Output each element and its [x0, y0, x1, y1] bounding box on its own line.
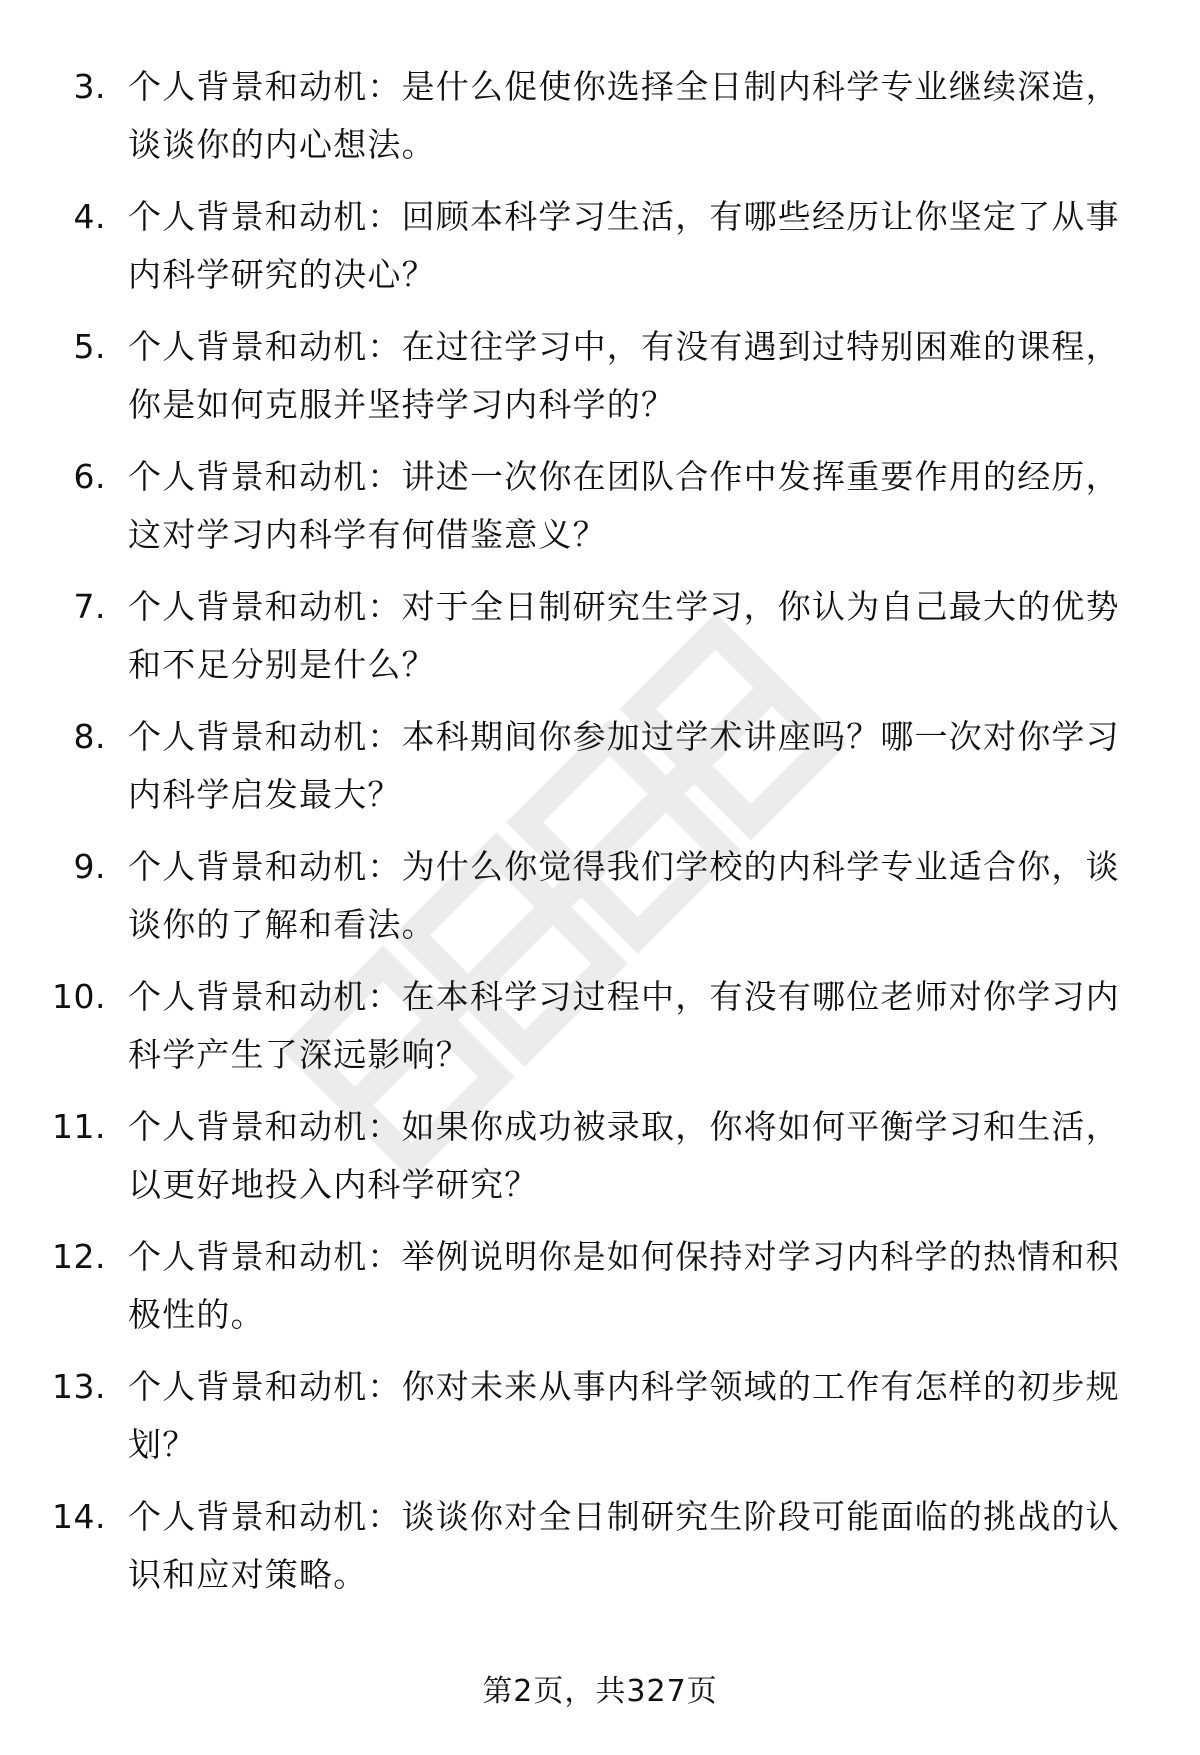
question-item	[0, 58, 1200, 188]
question-text: 个人背景和动机：在本科学习过程中，有没有哪位老师对你学习内科学产生了深远影响？	[128, 977, 1120, 1074]
question-number: 6.	[73, 457, 106, 496]
question-item	[0, 1488, 1200, 1618]
question-number: 11.	[52, 1107, 106, 1146]
question-item	[0, 578, 1200, 708]
question-list	[0, 58, 1200, 1618]
question-text: 个人背景和动机：你对未来从事内科学领域的工作有怎样的初步规划？	[128, 1367, 1120, 1464]
question-item	[0, 838, 1200, 968]
question-number: 14.	[52, 1497, 106, 1536]
question-number: 5.	[73, 327, 106, 366]
question-text: 个人背景和动机：本科期间你参加过学术讲座吗？哪一次对你学习内科学启发最大？	[128, 717, 1120, 814]
question-number: 12.	[52, 1237, 106, 1276]
question-text: 个人背景和动机：如果你成功被录取，你将如何平衡学习和生活，以更好地投入内科学研究？	[128, 1107, 1120, 1204]
question-item	[0, 188, 1200, 318]
question-text: 个人背景和动机：举例说明你是如何保持对学习内科学的热情和积极性的。	[128, 1237, 1120, 1334]
question-number: 3.	[73, 67, 106, 106]
page-footer: 第2页，共327页	[482, 1674, 718, 1709]
question-number: 4.	[73, 197, 106, 236]
question-number: 7.	[73, 587, 106, 626]
question-text: 个人背景和动机：回顾本科学习生活，有哪些经历让你坚定了从事内科学研究的决心？	[128, 197, 1120, 294]
question-number: 10.	[52, 977, 106, 1016]
question-number: 9.	[73, 847, 106, 886]
question-text: 个人背景和动机：谈谈你对全日制研究生阶段可能面临的挑战的认识和应对策略。	[128, 1497, 1120, 1594]
question-item	[0, 1228, 1200, 1358]
question-text: 个人背景和动机：是什么促使你选择全日制内科学专业继续深造，谈谈你的内心想法。	[128, 67, 1120, 164]
question-item	[0, 968, 1200, 1098]
question-item	[0, 1098, 1200, 1228]
question-item	[0, 448, 1200, 578]
question-text: 个人背景和动机：在过往学习中，有没有遇到过特别困难的课程，你是如何克服并坚持学习内科学的？	[128, 327, 1120, 424]
question-text: 个人背景和动机：对于全日制研究生学习，你认为自己最大的优势和不足分别是什么？	[128, 587, 1120, 684]
question-number: 8.	[73, 717, 106, 756]
question-number: 13.	[52, 1367, 106, 1406]
question-item	[0, 708, 1200, 838]
question-text: 个人背景和动机：讲述一次你在团队合作中发挥重要作用的经历，这对学习内科学有何借鉴意义？	[128, 457, 1120, 554]
question-text: 个人背景和动机：为什么你觉得我们学校的内科学专业适合你，谈谈你的了解和看法。	[128, 847, 1120, 944]
question-item	[0, 1358, 1200, 1488]
question-item	[0, 318, 1200, 448]
